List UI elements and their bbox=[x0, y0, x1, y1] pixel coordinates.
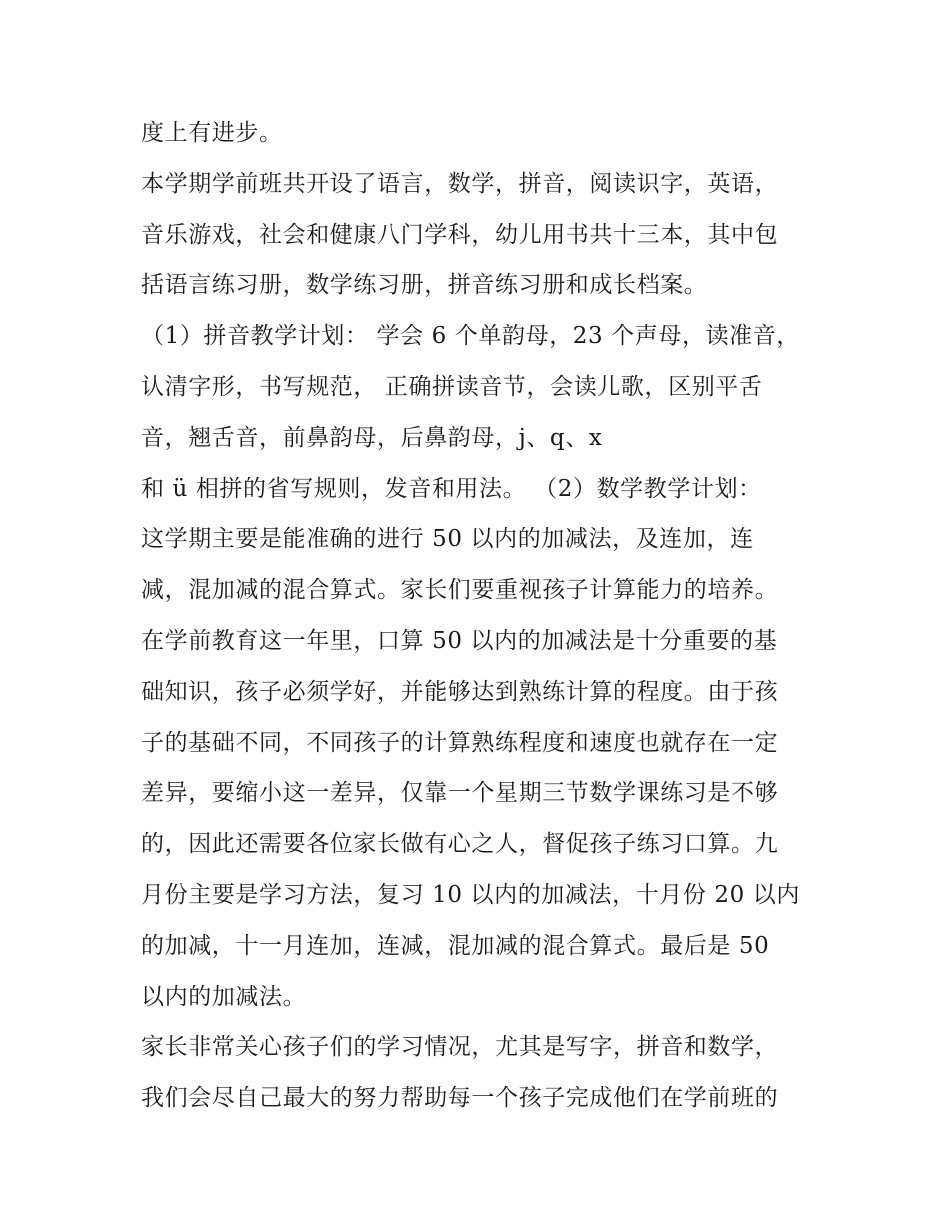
text-line-13: 子的基础不同，不同孩子的计算熟练程度和速度也就存在一定 bbox=[141, 729, 779, 756]
text-line-2: 本学期学前班共开设了语言，数学，拼音，阅读识字，英语， bbox=[141, 170, 779, 197]
text-line-4: 括语言练习册，数学练习册，拼音练习册和成长档案。 bbox=[141, 272, 708, 299]
text-line-8: 和 ü 相拼的省写规则，发音和用法。 （2）数学教学计划： bbox=[141, 475, 762, 502]
text-line-20: 我们会尽自己最大的努力帮助每一个孩子完成他们在学前班的 bbox=[141, 1085, 779, 1112]
text-line-10: 减，混加减的混合算式。家长们要重视孩子计算能力的培养。 bbox=[141, 577, 779, 604]
text-line-1: 度上有进步。 bbox=[141, 120, 283, 146]
text-line-5: （1）拼音教学计划： 学会 6 个单韵母，23 个声母，读准音， bbox=[141, 323, 800, 350]
text-line-19: 家长非常关心孩子们的学习情况，尤其是写字，拼音和数学， bbox=[141, 1034, 779, 1061]
text-line-18: 以内的加减法。 bbox=[141, 983, 307, 1010]
text-line-12: 础知识，孩子必须学好，并能够达到熟练计算的程度。由于孩 bbox=[141, 678, 779, 705]
text-line-17: 的加减，十一月连加，连减，混加减的混合算式。最后是 50 bbox=[141, 932, 770, 959]
text-line-15: 的，因此还需要各位家长做有心之人，督促孩子练习口算。九 bbox=[141, 831, 779, 858]
text-line-3: 音乐游戏，社会和健康八门学科，幼儿用书共十三本，其中包 bbox=[141, 221, 779, 248]
text-line-14: 差异，要缩小这一差异，仅靠一个星期三节数学课练习是不够 bbox=[141, 780, 779, 807]
text-line-7: 音，翘舌音，前鼻韵母，后鼻韵母，j、q、x bbox=[141, 424, 603, 451]
text-line-6: 认清字形，书写规范， 正确拼读音节，会读儿歌，区别平舌 bbox=[141, 373, 763, 400]
text-line-11: 在学前教育这一年里，口算 50 以内的加减法是十分重要的基 bbox=[141, 627, 778, 654]
text-line-9: 这学期主要是能准确的进行 50 以内的加减法，及连加，连 bbox=[141, 526, 754, 553]
text-line-16: 月份主要是学习方法，复习 10 以内的加减法，十月份 20 以内 bbox=[141, 881, 800, 908]
body-text bbox=[141, 108, 821, 1124]
